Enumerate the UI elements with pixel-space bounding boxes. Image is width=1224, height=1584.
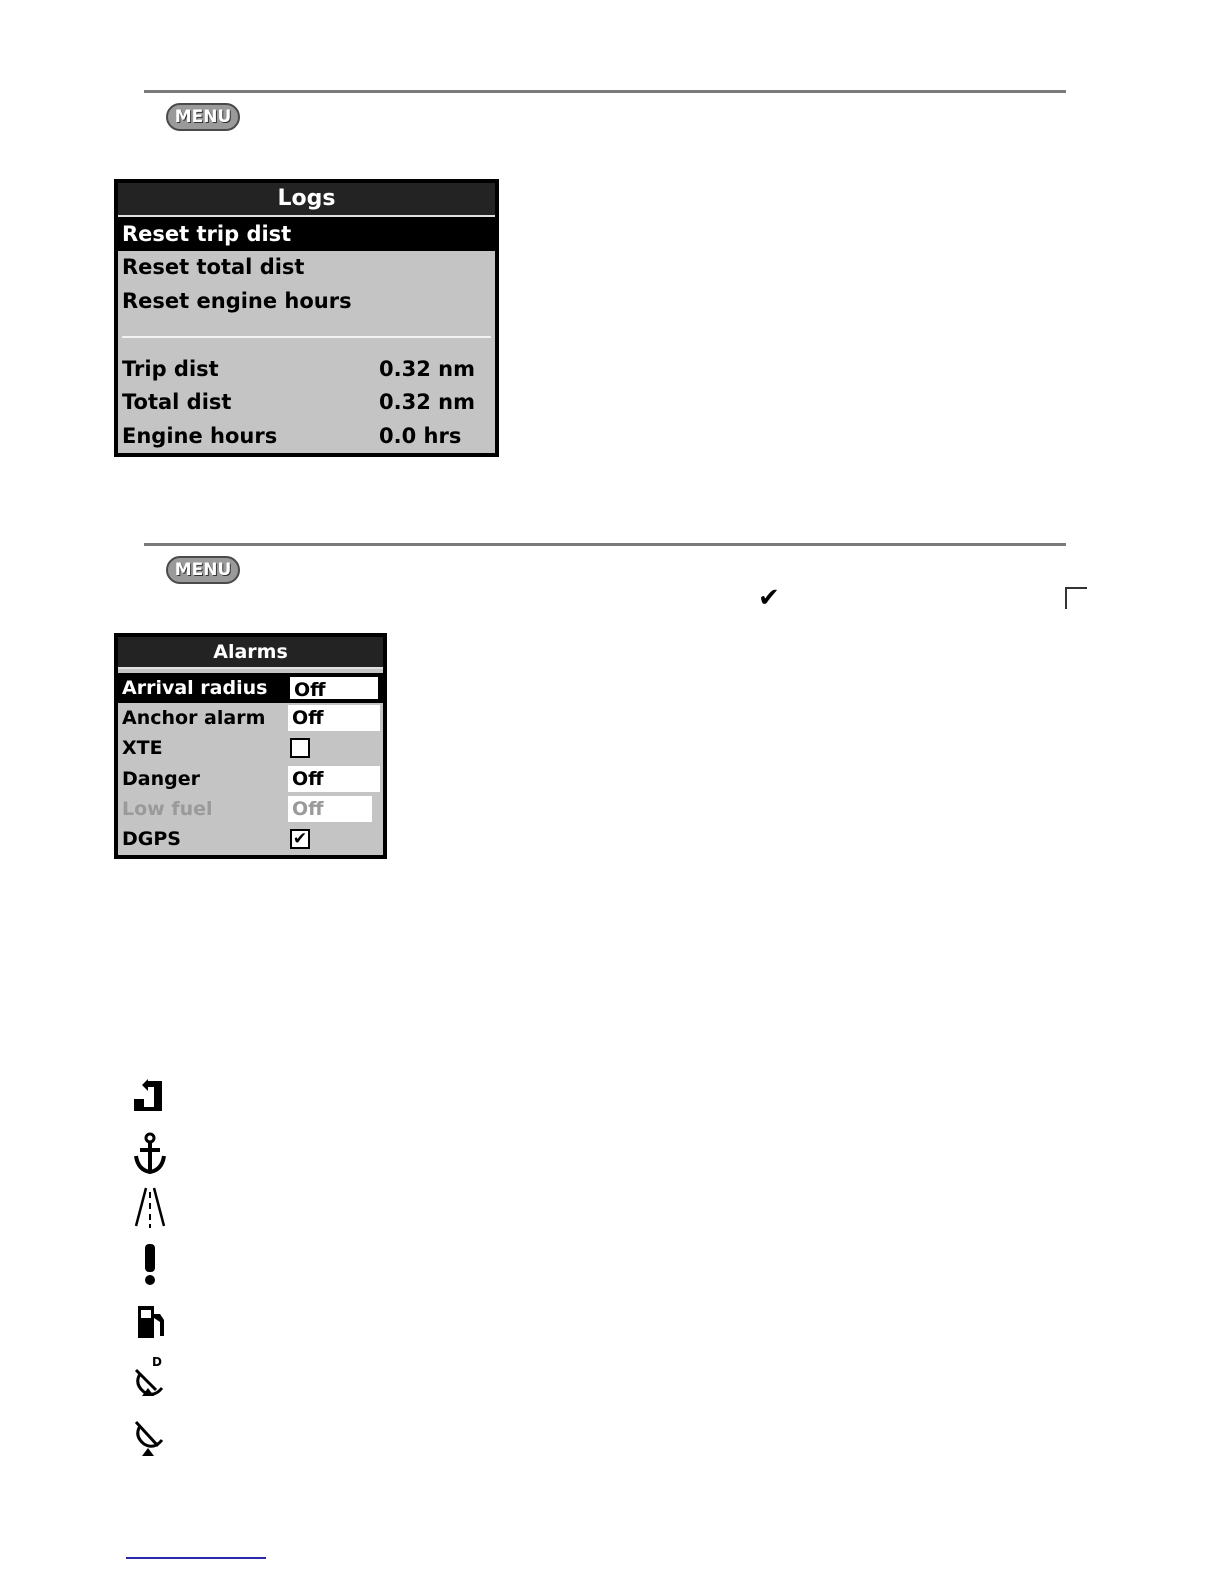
xte-row[interactable] [118,733,383,763]
unchecked-box-icon [1065,587,1087,609]
alarm-label: XTE [122,737,163,759]
danger-field[interactable]: Off [288,766,380,792]
menu-button[interactable]: MENU [166,103,240,131]
low-fuel-field: Off [288,796,372,822]
gps-lost-icon [130,1414,170,1458]
stat-value: 0.32 nm [379,390,475,414]
menu-button-alarms[interactable]: MENU [166,556,240,584]
stat-value: 0.0 hrs [379,424,462,448]
logs-panel [114,179,499,457]
alarm-label: Low fuel [122,798,213,820]
svg-text:D: D [152,1355,162,1369]
danger-icon [130,1242,170,1286]
alarm-label: Anchor alarm [122,707,266,729]
alarms-title: Alarms [118,637,383,669]
dgps-icon [130,1354,170,1398]
alarms-panel-body [118,637,383,855]
menu-item-label: Reset trip dist [122,222,292,246]
menu-item-label: Reset engine hours [122,289,352,313]
logs-separator [122,336,491,338]
dgps-checkbox[interactable]: ✔ [290,829,310,849]
anchor-alarm-row[interactable] [118,703,383,733]
logs-title: Logs [118,183,495,217]
arrival-radius-row[interactable] [118,673,383,703]
stat-label: Trip dist [122,357,219,381]
danger-row[interactable] [118,764,383,794]
xte-icon [130,1186,170,1230]
alarms-panel [114,633,387,859]
fuel-icon [130,1300,170,1344]
logs-panel-body [118,183,495,453]
total-dist-row [118,385,495,419]
reset-total-dist-item[interactable] [118,251,495,285]
menu-item-label: Reset total dist [122,255,305,279]
stat-value: 0.32 nm [379,357,475,381]
footer-link-underline[interactable] [126,1557,266,1559]
section-divider-alarms [144,543,1066,546]
stat-label: Total dist [122,390,232,414]
reset-engine-hours-item[interactable] [118,284,495,318]
xte-checkbox[interactable] [290,738,310,758]
section-divider-top [144,90,1066,93]
alarm-label: Arrival radius [122,677,268,699]
reset-trip-dist-item[interactable] [118,217,495,251]
low-fuel-row [118,794,383,824]
arrival-radius-field[interactable]: Off [288,675,380,701]
trip-dist-row [118,352,495,386]
checkmark-icon: ✔ [758,583,780,613]
stat-label: Engine hours [122,424,278,448]
arrival-icon [130,1078,170,1122]
dgps-row[interactable] [118,824,383,854]
anchor-icon [130,1132,170,1176]
alarm-label: DGPS [122,828,181,850]
engine-hours-row [118,419,495,453]
anchor-alarm-field[interactable]: Off [288,705,380,731]
alarm-label: Danger [122,768,200,790]
